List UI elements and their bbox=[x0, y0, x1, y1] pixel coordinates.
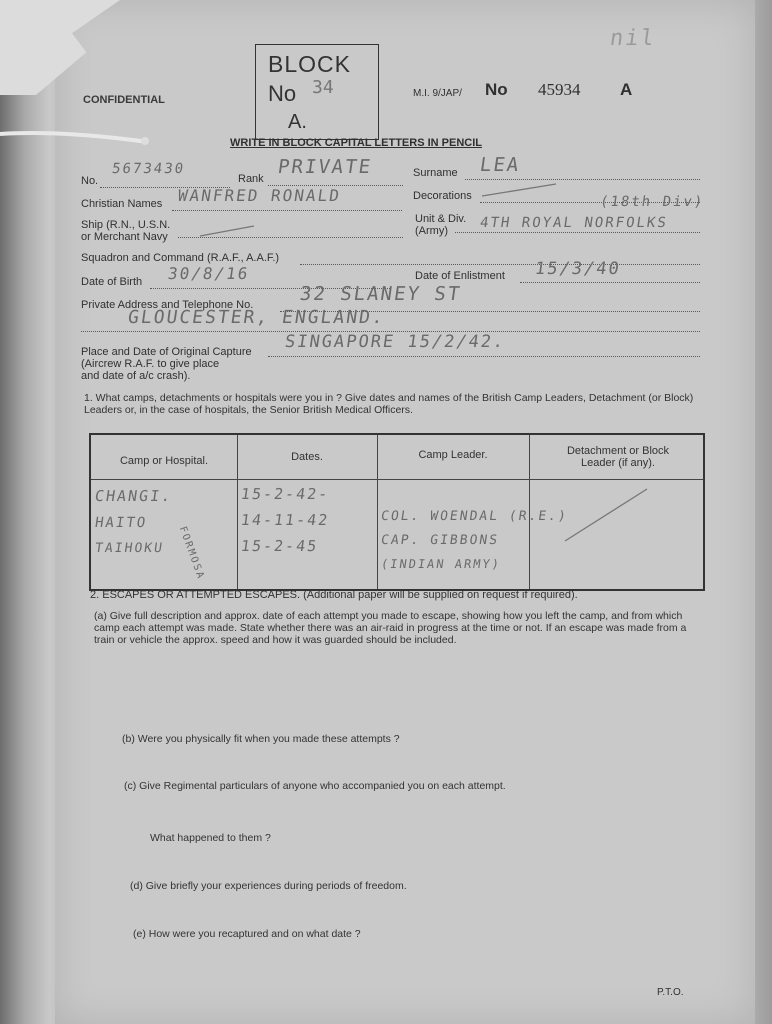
question-2b: (b) Were you physically fit when you made these attempts ? bbox=[122, 733, 400, 745]
address-label: Private Address and Telephone No. bbox=[81, 299, 254, 311]
col-leader-header: Camp Leader. bbox=[418, 449, 488, 461]
capture-value: SINGAPORE 15/2/42. bbox=[283, 332, 507, 352]
address-value-2: GLOUCESTER, ENGLAND. bbox=[126, 307, 387, 328]
row2-leader: COL. WOENDAL (R.E.) bbox=[379, 509, 569, 524]
address-value-1: 32 SLANEY ST bbox=[298, 283, 463, 305]
ship-label-2: or Merchant Navy bbox=[81, 231, 168, 243]
row4-leader: (INDIAN ARMY) bbox=[380, 557, 502, 571]
row1-date: 15-2-42- bbox=[239, 485, 331, 503]
capture-line bbox=[268, 356, 700, 357]
question-2c-followup: What happened to them ? bbox=[150, 832, 271, 844]
block-stamp bbox=[255, 44, 379, 140]
rank-value: PRIVATE bbox=[276, 156, 374, 178]
enlistment-value: 15/3/40 bbox=[533, 259, 623, 279]
unit-value-2: 4TH ROYAL NORFOLKS bbox=[478, 215, 669, 231]
question-2e: (e) How were you recaptured and on what date ? bbox=[133, 928, 361, 940]
capture-label-3: and date of a/c crash). bbox=[81, 370, 191, 382]
enlistment-label: Date of Enlistment bbox=[415, 270, 505, 282]
row2-camp: HAITO bbox=[93, 515, 149, 531]
col-camp-header: Camp or Hospital. bbox=[119, 455, 209, 467]
block-stamp-no-value: 34 bbox=[312, 77, 334, 98]
row1-camp: CHANGI. bbox=[93, 487, 174, 505]
row3-leader: CAP. GIBBONS bbox=[379, 533, 500, 548]
ref-suffix: A bbox=[620, 80, 633, 99]
unit-label-2: (Army) bbox=[415, 225, 448, 237]
confidential-label: CONFIDENTIAL bbox=[83, 94, 165, 106]
instruction-heading: WRITE IN BLOCK CAPITAL LETTERS IN PENCIL bbox=[230, 137, 482, 149]
squadron-label: Squadron and Command (R.A.F., A.A.F.) bbox=[81, 252, 280, 264]
surname-label: Surname bbox=[413, 167, 458, 179]
camps-table bbox=[89, 433, 705, 591]
question-2c: (c) Give Regimental particulars of anyone who accompanied you on each attempt. bbox=[124, 780, 506, 792]
surname-value: LEA bbox=[478, 154, 522, 176]
no-value: 5673430 bbox=[110, 161, 187, 177]
rank-label: Rank bbox=[238, 173, 264, 185]
block-stamp-no-label: No bbox=[268, 81, 297, 106]
enlistment-line bbox=[520, 282, 700, 283]
row3-camp: TAIHOKU bbox=[93, 541, 165, 556]
decorations-label: Decorations bbox=[413, 190, 472, 202]
row2-date: 14-11-42 bbox=[239, 511, 331, 529]
capture-label-1: Place and Date of Original Capture bbox=[81, 346, 252, 358]
ref-no-label: No bbox=[485, 80, 508, 99]
squadron-line bbox=[300, 264, 700, 265]
decorations-nil-stroke bbox=[480, 182, 560, 198]
no-label: No. bbox=[81, 175, 99, 187]
ref-number: 45934 bbox=[538, 80, 581, 99]
block-stamp-title: BLOCK bbox=[268, 51, 351, 77]
binding-cord bbox=[0, 128, 150, 146]
christian-names-line bbox=[172, 210, 402, 211]
christian-names-label: Christian Names bbox=[81, 198, 163, 210]
ship-label-1: Ship (R.N., U.S.N. bbox=[81, 219, 171, 231]
unit-value-1: (18th Div) bbox=[598, 194, 706, 210]
ref-code: M.I. 9/JAP/ bbox=[413, 88, 462, 99]
detachment-nil-stroke bbox=[561, 485, 651, 545]
block-stamp-letter: A. bbox=[288, 111, 307, 133]
col-detachment-header: Detachment or Block Leader (if any). bbox=[566, 445, 670, 469]
dob-label: Date of Birth bbox=[81, 276, 143, 288]
capture-label-2: (Aircrew R.A.F. to give place bbox=[81, 358, 220, 370]
unit-label-1: Unit & Div. bbox=[415, 213, 467, 225]
unit-line bbox=[455, 232, 700, 233]
question-2d: (d) Give briefly your experiences during periods of freedom. bbox=[130, 880, 407, 892]
row3-date: 15-2-45 bbox=[239, 537, 320, 555]
question-1-text: 1. What camps, detachments or hospitals were you in ? Give dates and names of the British Camp Leaders, Detachment (or Block) Leaders or, in the case of hospitals, the Senior British Medical Officers. bbox=[84, 392, 694, 416]
col-dates-header: Dates. bbox=[291, 451, 323, 463]
surname-line bbox=[465, 179, 700, 180]
question-2a: (a) Give full description and approx. date of each attempt you made to escape, showing how you left the camp, and from which camp each attempt was made. State whether there was an air-raid in progress at the time or not. If an escape was made from a train or vehicle the approx. speed and how it was guarded should be included. bbox=[94, 610, 687, 646]
formosa-note: FORMOSA bbox=[176, 525, 207, 582]
top-note: nil bbox=[608, 26, 658, 51]
dob-value: 30/8/16 bbox=[166, 264, 251, 283]
pto-label: P.T.O. bbox=[657, 987, 684, 998]
christian-names-value: WANFRED RONALD bbox=[176, 186, 343, 205]
ship-nil-stroke bbox=[198, 222, 258, 238]
question-2-heading: 2. ESCAPES OR ATTEMPTED ESCAPES. (Additional paper will be supplied on request if required). bbox=[90, 589, 578, 601]
